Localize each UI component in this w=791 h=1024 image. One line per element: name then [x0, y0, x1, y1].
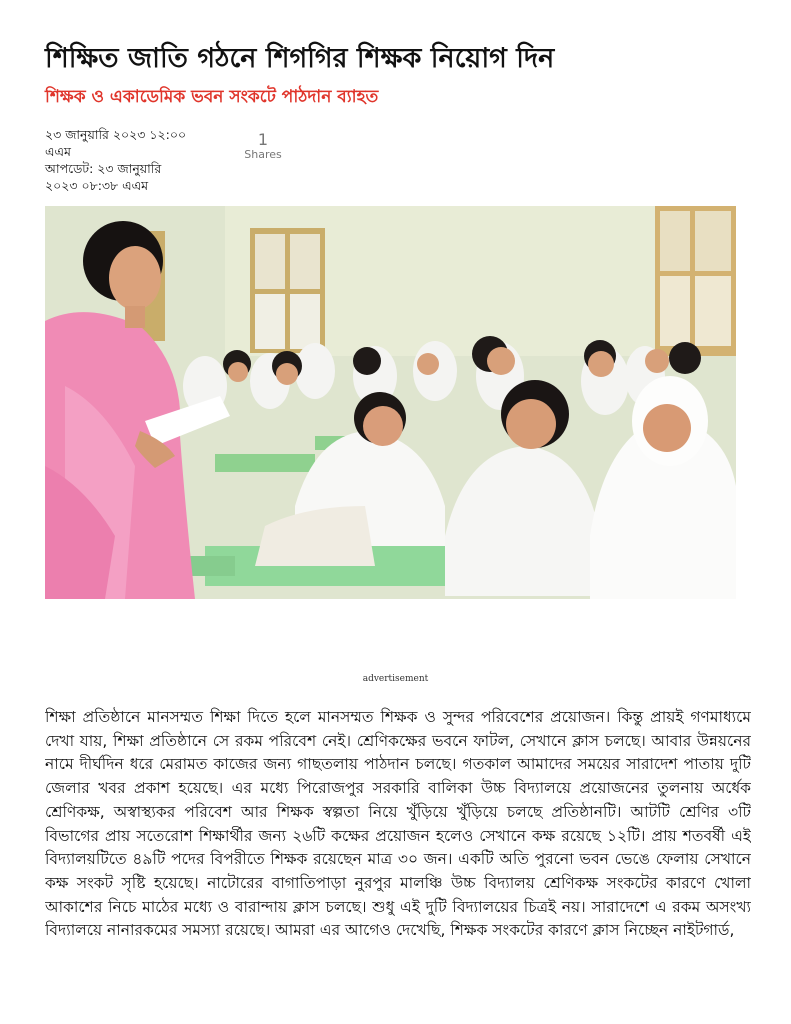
classroom-photo-illustration — [45, 206, 736, 599]
published-date-line2: এএম — [45, 144, 71, 159]
advertisement-label: advertisement — [362, 674, 429, 684]
published-date-line1: ২৩ জানুয়ারি ২০২৩ ১২:০০ — [45, 127, 187, 142]
article-subheadline: শিক্ষক ও একাডেমিক ভবন সংকটে পাঠদান ব্যাহত — [45, 87, 379, 107]
updated-date-line2: ২০২৩ ০৮:৩৮ এএম — [45, 178, 149, 193]
share-counter[interactable] — [236, 132, 290, 162]
classroom-photo — [45, 206, 736, 599]
article-body: শিক্ষা প্রতিষ্ঠানে মানসম্মত শিক্ষা দিতে হলে মানসম্মত শিক্ষক ও সুন্দর পরিবেশের প্রয়োজন। কিন্তু প্রায়ই গণমাধ্যমে দেখা যায়, শিক্ষা প্রতিষ্ঠানে সে রকম পরিবেশ নেই। শ্রেণিকক্ষের ভবনে ফাটল, সেখানে ক্লাস চলছে। আবার উন্নয়নের নামে দীর্ঘদিন ধরে মেরামত কাজের জন্য গাছতলায় পাঠদান চলছে। গতকাল আমাদের সময়ের সারাদেশ পাতায় দুটি জেলার খবর প্রকাশ হয়েছে। এর মধ্যে পিরোজপুর সরকারি বালিকা উচ্চ বিদ্যালয়ে প্রয়োজনের তুলনায় অর্ধেক শ্রেণিকক্ষ, অস্বাস্থ্যকর পরিবেশ আর শিক্ষক স্বল্পতা নিয়ে খুঁড়িয়ে খুঁড়িয়ে চলছে প্রতিষ্ঠানটি। আটটি শ্রেণির ৩টি বিভাগের প্রায় সতেরোশ শিক্ষার্থীর জন্য ২৬টি কক্ষের প্রয়োজন হলেও সেখানে কক্ষ রয়েছে ১২টি। প্রায় শতবর্ষী এই বিদ্যালয়টিতে ৪৯টি পদের বিপরীতে শিক্ষক রয়েছেন মাত্র ৩০ জন। একটি অতি পুরনো ভবন ভেঙে ফেলায় সেখানে কক্ষ সংকট সৃষ্টি হয়েছে। নাটোরের বাগাতিপাড়া নুরপুর মালঞ্চি উচ্চ বিদ্যালয় শ্রেণিকক্ষ সংকটের কারণে খোলা আকাশের নিচে মাঠের মধ্যে ও বারান্দায় ক্লাস চলছে। শুধু এই দুটি বিদ্যালয়ের চিত্রই নয়। সারাদেশে এ রকম অসংখ্য বিদ্যালয়ে নানারকমের সমস্যা রয়েছে। আমরা এর আগেও দেখেছি, শিক্ষক সংকটের কারণে ক্লাস নিচ্ছেন নাইটগার্ড, — [45, 708, 751, 940]
share-label: Shares — [244, 148, 282, 161]
article-headline: শিক্ষিত জাতি গঠনে শিগগির শিক্ষক নিয়োগ দিন — [45, 43, 555, 74]
share-count: 1 — [257, 130, 269, 149]
updated-date-line1: আপডেট: ২৩ জানুয়ারি — [45, 161, 162, 176]
article-meta — [45, 126, 225, 194]
